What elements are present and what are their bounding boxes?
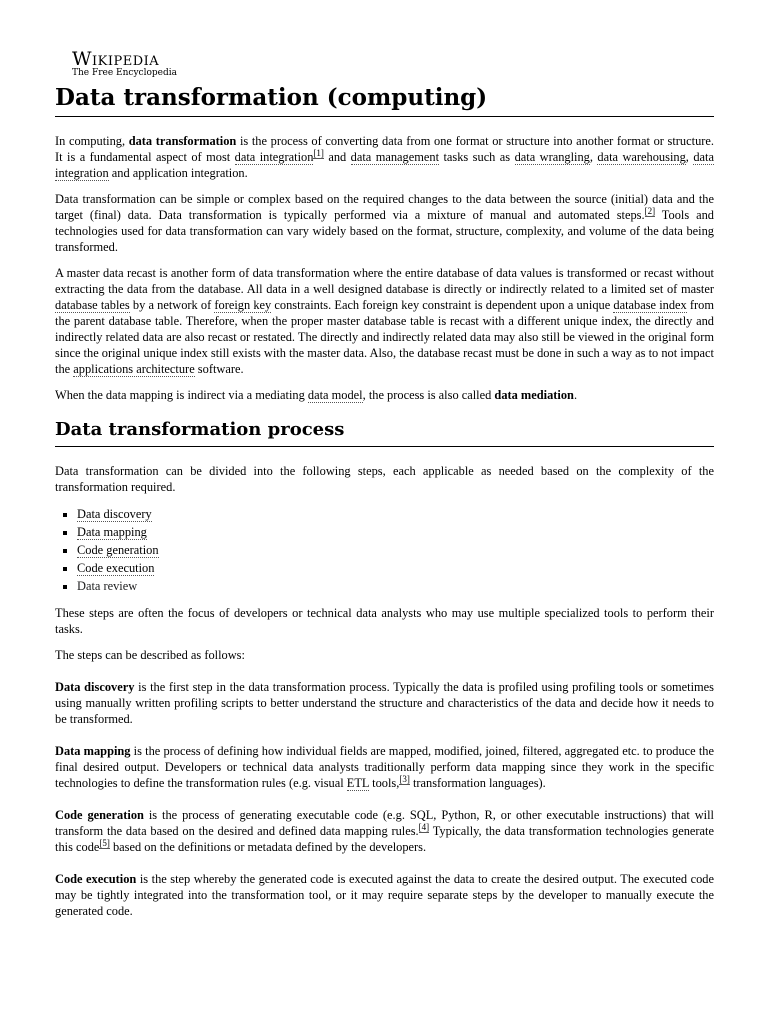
link-applications-architecture[interactable]: applications architecture xyxy=(73,362,195,376)
text: A master data recast is another form of data transformation where the entire database of data values is transformed or recast without extracting the data from the database. All data in a well designed database is directly or indirectly related to a limited set of master xyxy=(55,266,714,296)
link-data-integration[interactable]: data integration xyxy=(234,150,314,164)
text: , xyxy=(589,150,598,164)
text: is the process of converting data from one format or structure into another format or structure. It is a fundamental aspect of most xyxy=(55,134,714,164)
text: and xyxy=(323,150,351,164)
intro-paragraph-2 xyxy=(55,191,714,255)
list-item xyxy=(77,559,714,577)
logo-tagline: The Free Encyclopedia xyxy=(72,68,177,78)
list-item xyxy=(77,577,714,595)
text: is the first step in the data transformation process. Typically the data is profiled using profiling tools or sometimes using manually written profiling scripts to better understand the structure and characteristics of the data and decide how it needs to be transformed. xyxy=(55,680,715,726)
text: Tools and technologies used for data transformation can vary widely based on the format, structure, complexity, and volume of the data being transformed. xyxy=(55,208,714,254)
link-data-mapping[interactable]: Data mapping xyxy=(77,525,147,539)
link-foreign-key[interactable]: foreign key xyxy=(214,298,272,312)
list-item-text: Data review xyxy=(77,579,138,593)
text: In computing, xyxy=(55,134,129,148)
text: , the process is also called xyxy=(362,388,495,402)
citation-link-2[interactable]: [2] xyxy=(644,205,656,216)
citation-2 xyxy=(645,206,656,217)
text: tools, xyxy=(369,776,400,790)
code-generation-paragraph xyxy=(55,807,714,855)
citation-link-5[interactable]: [5] xyxy=(99,837,110,848)
link-etl[interactable]: ETL xyxy=(346,776,370,790)
list-item xyxy=(77,541,714,559)
bold-term: data transformation xyxy=(128,134,237,148)
code-execution-paragraph xyxy=(55,871,714,919)
bold-term: Data mapping xyxy=(55,744,131,758)
list-item xyxy=(77,505,714,523)
text: is the step whereby the generated code is executed against the data to create the desired output. The executed code may be tightly integrated into the transformation tool, or it may require separate steps by the developer to manually execute the generated code. xyxy=(55,872,714,918)
steps-list xyxy=(55,505,714,595)
citation-link-3[interactable]: [3] xyxy=(399,773,410,784)
citation-link-1[interactable]: [1] xyxy=(313,147,324,158)
data-discovery-paragraph xyxy=(55,679,714,727)
citation-5 xyxy=(99,838,110,849)
text: from the parent database table. Therefore, when the proper master database table is recast with a different unique index, the directly and indirectly related data are also recast or restated. The directly and indirectly related data may also still be viewed in the original form since the original unique index still exists with the master data. Also, the database recast must be done in such a way as to not impact the xyxy=(55,298,715,376)
citation-4 xyxy=(419,822,430,833)
bold-term: Code execution xyxy=(55,872,137,886)
article-content xyxy=(55,83,714,919)
text: When the data mapping is indirect via a mediating xyxy=(55,388,308,402)
process-paragraph-3: The steps can be described as follows: xyxy=(55,648,245,662)
bold-term: Code generation xyxy=(55,808,144,822)
logo-wordmark: Wikipedia xyxy=(72,48,160,70)
text: . xyxy=(573,388,578,402)
link-data-management[interactable]: data management xyxy=(350,150,440,164)
link-data-model[interactable]: data model xyxy=(307,388,363,402)
link-data-wrangling[interactable]: data wrangling xyxy=(514,150,590,164)
section-heading-process: Data transformation process xyxy=(55,417,714,447)
text: is the process of defining how individual fields are mapped, modified, joined, filtered, aggregated etc. to produce the final desired output. Developers or technical data analysts traditionally perform data mapping since they work in the specific technologies to define the transformation rules (e.g. visual xyxy=(55,744,714,790)
text: constraints. Each foreign key constraint is dependent upon a unique xyxy=(271,298,614,312)
link-database-index[interactable]: database index xyxy=(613,298,687,312)
page-title: Data transformation (computing) xyxy=(55,83,714,117)
text: based on the definitions or metadata defined by the developers. xyxy=(109,840,427,854)
text: and application integration. xyxy=(108,166,248,180)
text: tasks such as xyxy=(439,150,515,164)
link-data-warehousing[interactable]: data warehousing xyxy=(597,150,686,164)
intro-paragraph-3 xyxy=(55,265,714,377)
citation-3 xyxy=(399,774,410,785)
bold-term: Data discovery xyxy=(55,680,135,694)
process-paragraph-2: These steps are often the focus of developers or technical data analysts who may use multiple specialized tools to perform their tasks. xyxy=(55,606,714,636)
text: is the process of generating executable code (e.g. SQL, Python, R, or other executable instructions) that will transform the data based on the desired and defined data mapping rules. xyxy=(55,808,714,838)
text: software. xyxy=(194,362,244,376)
wikipedia-logo[interactable] xyxy=(72,48,177,78)
link-data-discovery[interactable]: Data discovery xyxy=(77,507,152,521)
link-code-generation[interactable]: Code generation xyxy=(77,543,159,557)
link-database-tables[interactable]: database tables xyxy=(55,298,130,312)
link-data-integration-2[interactable]: data integration xyxy=(55,150,714,180)
data-mapping-paragraph xyxy=(55,743,714,791)
intro-paragraph-1 xyxy=(55,133,714,181)
text: by a network of xyxy=(129,298,215,312)
bold-term: data mediation xyxy=(494,388,574,402)
text: , xyxy=(685,150,694,164)
citation-link-4[interactable]: [4] xyxy=(418,821,430,832)
citation-1 xyxy=(313,148,324,159)
process-paragraph-1: Data transformation can be divided into the following steps, each applicable as needed based on the complexity of the transformation required. xyxy=(55,464,714,494)
text: Typically, the data transformation technologies generate this code xyxy=(55,824,715,854)
text: transformation languages). xyxy=(409,776,546,790)
text: Data transformation can be simple or complex based on the required changes to the data between the source (initial) data and the target (final) data. Data transformation is typically performed via a mixture of manual and automated steps. xyxy=(55,192,714,222)
list-item xyxy=(77,523,714,541)
link-code-execution[interactable]: Code execution xyxy=(77,561,155,575)
intro-paragraph-4 xyxy=(55,387,714,403)
